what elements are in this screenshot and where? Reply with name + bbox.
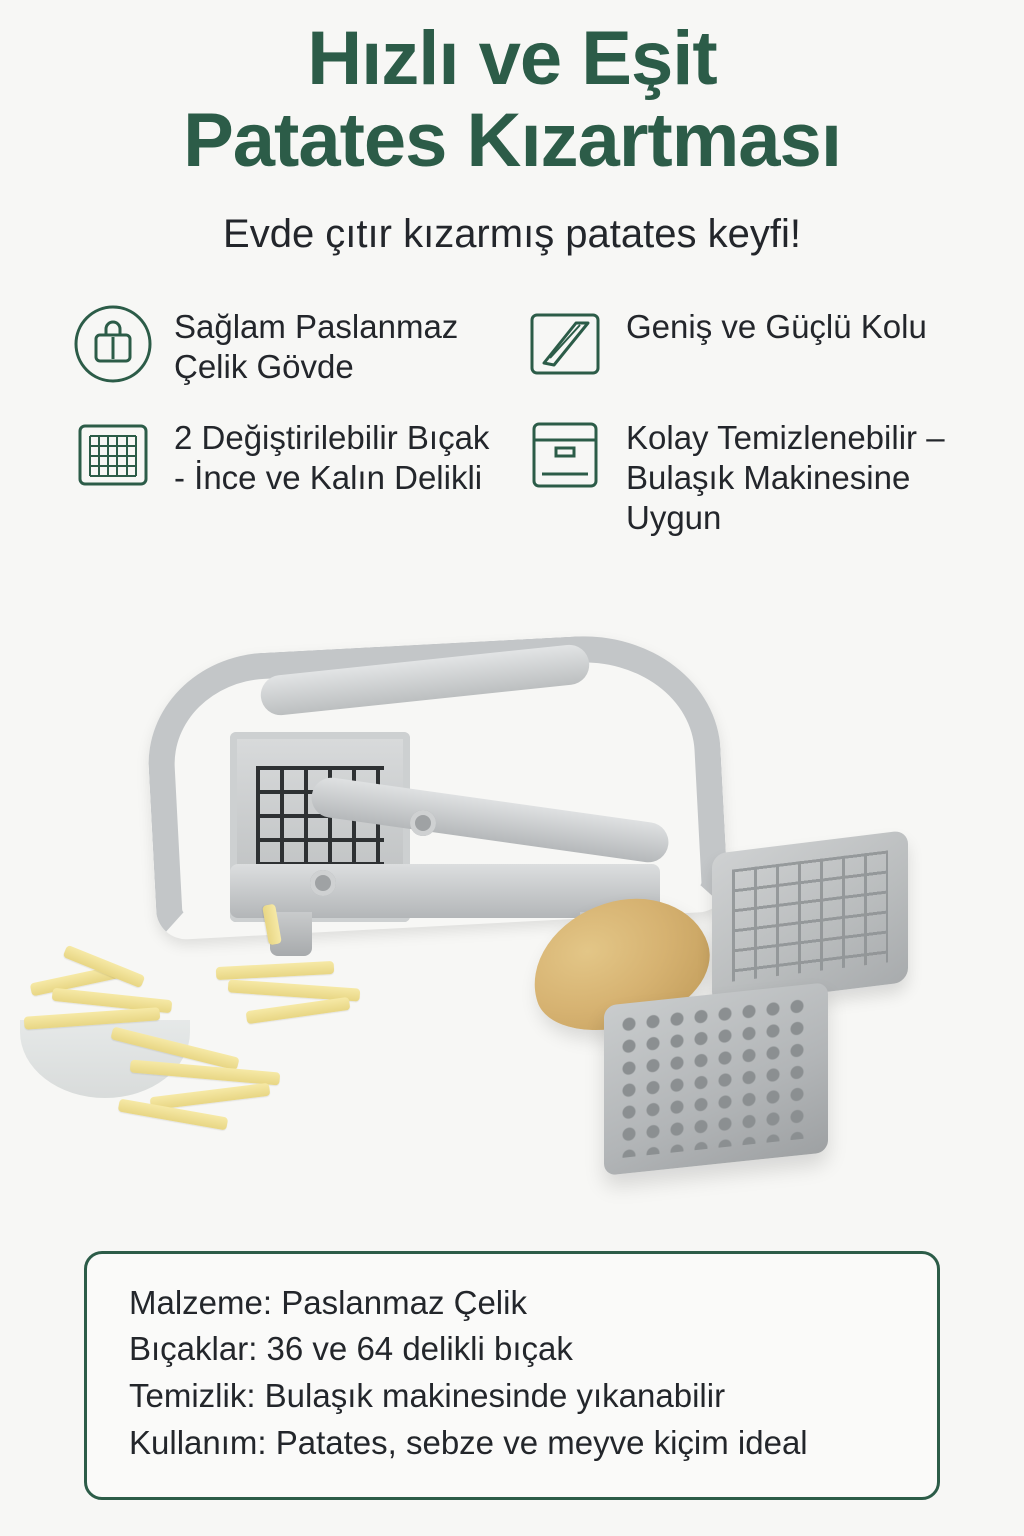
thick-blade-pins [620,996,812,1158]
subtitle: Evde çıtır kızarmış patates keyfi! [223,212,801,257]
feature-item [72,414,502,499]
spec-box [84,1251,940,1500]
wide-handle-icon [524,303,606,385]
feature-item [524,414,954,539]
feature-grid [0,303,1024,538]
thick-blade-plate [604,983,828,1177]
spec-line: Bıçaklar: 36 ve 64 delikli bıçak [129,1330,573,1368]
feature-label: Sağlam Paslanmaz Çelik Gövde [174,308,459,386]
thin-blade-plate [712,830,908,1006]
product-image [0,542,1024,1182]
spec-line: Malzeme: Paslanmaz Çelik [129,1283,527,1321]
headline-line-2: Patates Kızartması [183,98,841,184]
feature-item [524,303,954,385]
spec-line: Kullanım: Patates, sebze ve meyve kiçim ideal [129,1424,808,1462]
feature-item [72,303,502,388]
feature-label: Kolay Temizlenebilir – Bulaşık Makinesine Uygun [626,418,945,537]
glass-bowl [20,1020,190,1098]
spec-line: Temizlik: Bulaşık makinesinde yıkanabilir [129,1377,726,1415]
feature-label: 2 Değiştirilebilir Bıçak - İnce ve Kalın Delikli [174,418,490,496]
feature-label: Geniş ve Güçlü Kolu [626,308,927,346]
thin-blade-grid [732,851,888,982]
blade-grid-icon [72,414,154,496]
headline-line-1: Hızlı ve Eşit [307,16,717,101]
dishwasher-icon [524,414,606,496]
headline-block [0,0,1024,182]
stainless-body-icon [72,303,154,385]
